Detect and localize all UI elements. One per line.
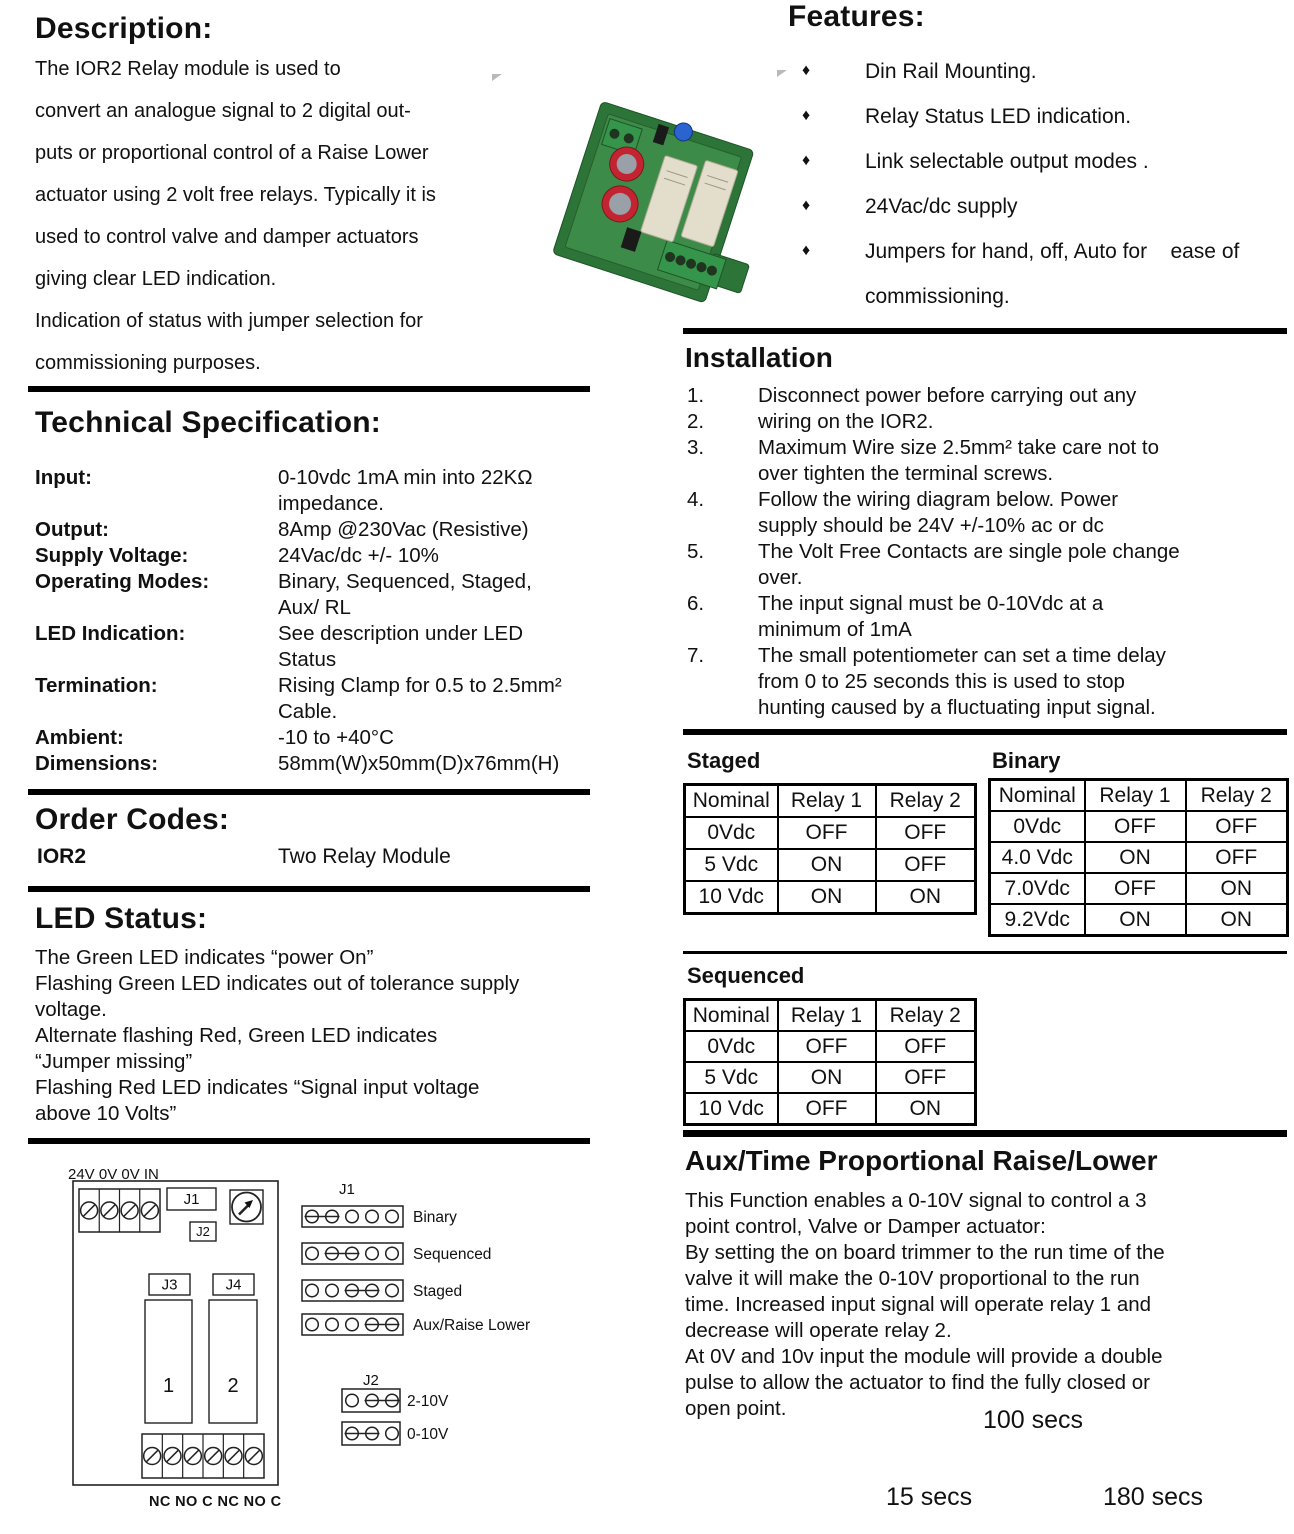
installation-text: Disconnect power before carrying out any (758, 384, 1137, 407)
feature-item (796, 285, 1266, 330)
installation-text: wiring on the IOR2. (758, 410, 934, 433)
bullet-diamond-icon: ♦ (802, 197, 811, 214)
jumper-option-label: 0-10V (407, 1426, 449, 1443)
table-cell: OFF (778, 1093, 876, 1125)
installation-text: hunting caused by a fluctuating input signal. (758, 696, 1156, 719)
diagram-top-label: 24V 0V 0V IN (68, 1166, 159, 1183)
spec-line (35, 570, 591, 596)
table-cell: ON (778, 849, 876, 881)
table-cell: 0Vdc (685, 1031, 778, 1062)
spec-value: See description under LED (278, 622, 524, 645)
feature-text: Jumpers for hand, off, Auto for ease of (865, 240, 1240, 263)
description-line: used to control valve and damper actuators (35, 226, 419, 248)
spec-line (35, 544, 591, 570)
aux-section-paragraph (685, 1189, 1285, 1423)
jumper-option-label: Binary (413, 1209, 457, 1226)
table-cell: OFF (1186, 811, 1288, 842)
timer-label-15s: 15 secs (886, 1483, 973, 1511)
aux-section-line: valve it will make the 0-10V proportional to the run (685, 1267, 1140, 1290)
table-cell: OFF (876, 849, 976, 881)
installation-line (687, 488, 1287, 514)
wiring-diagram (55, 1155, 535, 1527)
staged-table (683, 783, 977, 915)
binary-table-title: Binary (992, 748, 1061, 773)
jumper-pin-icon (306, 1247, 319, 1260)
jumper-pin-icon (366, 1247, 379, 1260)
led-status-line: Alternate flashing Red, Green LED indicates (35, 1024, 438, 1047)
j2-title: J2 (363, 1372, 379, 1389)
j1-jumper-options (302, 1206, 530, 1335)
jumper-pin-icon (326, 1284, 339, 1297)
diagram-bottom-label: NC NO C NC NO C (149, 1494, 282, 1510)
aux-section-line: By setting the on board trimmer to the run time of the (685, 1241, 1165, 1264)
table-cell: ON (876, 1093, 976, 1125)
j2-jumper-options (342, 1389, 449, 1445)
features-title: Features: (788, 0, 925, 33)
section-divider (28, 1138, 590, 1144)
led-status-line: Flashing Green LED indicates out of tolerance supply (35, 972, 520, 995)
table-row (990, 811, 1288, 842)
spec-line (35, 752, 591, 778)
feature-text: Relay Status LED indication. (865, 105, 1132, 128)
table-header-cell: Relay 1 (778, 785, 876, 818)
order-codes-title: Order Codes: (35, 803, 230, 836)
description-paragraph (35, 58, 515, 394)
binary-table (988, 778, 1289, 937)
spec-value: Binary, Sequenced, Staged, (278, 570, 532, 593)
led-status-paragraph (35, 946, 591, 1128)
table-cell: ON (1186, 904, 1288, 936)
led-status-line: above 10 Volts” (35, 1102, 177, 1125)
description-line: giving clear LED indication. (35, 268, 277, 290)
table-cell: 9.2Vdc (990, 904, 1085, 936)
relay-2-outline (209, 1300, 257, 1423)
spec-line (35, 596, 591, 622)
table-cell: ON (876, 881, 976, 914)
jumper-option-label: 2-10V (407, 1393, 449, 1410)
spec-line (35, 622, 591, 648)
scan-artifact (492, 74, 502, 81)
technical-specification-list (35, 466, 591, 778)
installation-line (687, 644, 1287, 670)
section-divider (28, 386, 590, 392)
sequenced-table (683, 998, 977, 1126)
spec-label: LED Indication: (35, 622, 186, 645)
feature-text: Din Rail Mounting. (865, 60, 1037, 83)
description-title: Description: (35, 12, 213, 45)
table-cell: ON (778, 881, 876, 914)
feature-item (796, 240, 1266, 285)
spec-value: Rising Clamp for 0.5 to 2.5mm² (278, 674, 562, 697)
bullet-diamond-icon: ♦ (802, 62, 811, 79)
scan-artifact (777, 70, 787, 77)
order-code: IOR2 (37, 845, 87, 868)
table-cell: OFF (778, 1031, 876, 1062)
table-cell: OFF (1186, 842, 1288, 873)
table-cell: 5 Vdc (685, 849, 778, 881)
spec-label: Operating Modes: (35, 570, 210, 593)
description-line: actuator using 2 volt free relays. Typically it is (35, 184, 436, 206)
order-code-name: Two Relay Module (278, 845, 451, 868)
installation-text: over. (758, 566, 803, 589)
timer-label-100s: 100 secs (983, 1406, 1084, 1434)
spec-value: 8Amp @230Vac (Resistive) (278, 518, 529, 541)
spec-label: Termination: (35, 674, 158, 697)
aux-section-line: point control, Valve or Damper actuator: (685, 1215, 1046, 1238)
aux-section-line: This Function enables a 0-10V signal to control a 3 (685, 1189, 1147, 1212)
table-row (685, 1062, 976, 1093)
staged-table (683, 783, 977, 915)
installation-line (687, 592, 1287, 618)
table-header-cell: Relay 2 (876, 785, 976, 818)
spec-label: Input: (35, 466, 92, 489)
installation-text: The Volt Free Contacts are single pole change (758, 540, 1180, 563)
spec-label: Supply Voltage: (35, 544, 189, 567)
installation-text: minimum of 1mA (758, 618, 912, 641)
installation-text: over tighten the terminal screws. (758, 462, 1054, 485)
spec-label: Ambient: (35, 726, 124, 749)
aux-section-line: decrease will operate relay 2. (685, 1319, 952, 1342)
timer-label-180s: 180 secs (1103, 1483, 1204, 1511)
table-row (685, 1031, 976, 1062)
aux-section-line: time. Increased input signal will operate relay 1 and (685, 1293, 1152, 1316)
installation-number: 6. (687, 592, 705, 615)
installation-title: Installation (685, 342, 833, 373)
installation-line (687, 618, 1287, 644)
table-cell: 0Vdc (685, 817, 778, 849)
feature-item (796, 195, 1266, 240)
jumper-pin-icon (346, 1394, 359, 1407)
svg-text:J4: J4 (225, 1276, 242, 1294)
section-divider (683, 328, 1287, 334)
description-line: The IOR2 Relay module is used to (35, 58, 341, 80)
spec-line (35, 466, 591, 492)
table-cell: OFF (876, 1031, 976, 1062)
staged-table-title: Staged (687, 748, 761, 773)
installation-text: The small potentiometer can set a time delay (758, 644, 1166, 667)
jumper-pin-icon (386, 1210, 399, 1223)
description-line: commissioning purposes. (35, 352, 261, 374)
table-cell: ON (1085, 842, 1186, 873)
spec-value: Cable. (278, 700, 338, 723)
feature-text: commissioning. (865, 285, 1010, 308)
installation-line (687, 670, 1287, 696)
spec-label: Dimensions: (35, 752, 159, 775)
jumper-pin-icon (386, 1247, 399, 1260)
features-list (796, 60, 1266, 330)
installation-text: Follow the wiring diagram below. Power (758, 488, 1119, 511)
spec-value: 0-10vdc 1mA min into 22KΩ (278, 466, 533, 489)
relay-1-outline (145, 1300, 192, 1423)
jumper-option-label: Aux/Raise Lower (413, 1317, 531, 1334)
jumper-pin-icon (346, 1318, 359, 1331)
led-status-line: Flashing Red LED indicates “Signal input voltage (35, 1076, 480, 1099)
svg-text:J3: J3 (161, 1276, 178, 1294)
spec-line (35, 674, 591, 700)
svg-text:2: 2 (227, 1375, 239, 1397)
feature-item (796, 60, 1266, 105)
description-line: Indication of status with jumper selection for (35, 310, 423, 332)
spec-line (35, 648, 591, 674)
table-row (990, 904, 1288, 936)
description-line: puts or proportional control of a Raise Lower (35, 142, 429, 164)
spec-line (35, 726, 591, 752)
feature-item (796, 105, 1266, 150)
spec-line (35, 492, 591, 518)
feature-item (796, 150, 1266, 195)
spec-label: Output: (35, 518, 109, 541)
aux-section-line: pulse to allow the actuator to find the fully closed or (685, 1371, 1150, 1394)
table-header-cell: Relay 1 (1085, 780, 1186, 812)
installation-text: supply should be 24V +/-10% ac or dc (758, 514, 1104, 537)
installation-text: Maximum Wire size 2.5mm² take care not to (758, 436, 1159, 459)
svg-text:J2: J2 (196, 1224, 210, 1239)
table-row (990, 873, 1288, 904)
feature-text: 24Vac/dc supply (865, 195, 1018, 218)
sequenced-table (683, 998, 977, 1126)
installation-line (687, 696, 1287, 722)
top-terminal-block (79, 1189, 160, 1232)
table-row (685, 849, 976, 881)
svg-text:J1: J1 (183, 1191, 200, 1208)
installation-line (687, 384, 1287, 410)
spec-value: impedance. (278, 492, 384, 515)
installation-list (687, 384, 1287, 722)
table-cell: 10 Vdc (685, 1093, 778, 1125)
installation-number: 3. (687, 436, 705, 459)
jumper-pin-icon (386, 1284, 399, 1297)
table-header-cell: Relay 1 (778, 1000, 876, 1032)
spec-value: 24Vac/dc +/- 10% (278, 544, 439, 567)
j1-title: J1 (339, 1181, 355, 1198)
spec-value: Status (278, 648, 337, 671)
spec-value: 58mm(W)x50mm(D)x76mm(H) (278, 752, 560, 775)
table-cell: ON (778, 1062, 876, 1093)
installation-line (687, 540, 1287, 566)
spec-line (35, 700, 591, 726)
jumper-pin-icon (306, 1284, 319, 1297)
table-cell: OFF (876, 817, 976, 849)
table-row (990, 842, 1288, 873)
table-row (685, 1093, 976, 1125)
led-status-line: voltage. (35, 998, 107, 1021)
jumper-option-label: Staged (413, 1283, 463, 1300)
led-status-line: The Green LED indicates “power On” (35, 946, 374, 969)
installation-line (687, 462, 1287, 488)
module-outline (73, 1181, 278, 1485)
feature-text: Link selectable output modes . (865, 150, 1149, 173)
bullet-diamond-icon: ♦ (802, 107, 811, 124)
table-row (685, 817, 976, 849)
spec-line (35, 518, 591, 544)
table-header-cell: Relay 2 (876, 1000, 976, 1032)
jumper-pin-icon (386, 1427, 399, 1440)
table-header-cell: Nominal (990, 780, 1085, 812)
jumper-pin-icon (346, 1210, 359, 1223)
installation-number: 1. (687, 384, 705, 407)
installation-number: 2. (687, 410, 705, 433)
table-cell: 10 Vdc (685, 881, 778, 914)
table-cell: 4.0 Vdc (990, 842, 1085, 873)
spec-value: Aux/ RL (278, 596, 351, 619)
aux-section-title: Aux/Time Proportional Raise/Lower (685, 1145, 1158, 1176)
jumper-pin-icon (366, 1210, 379, 1223)
technical-specification-title: Technical Specification: (35, 406, 381, 439)
table-cell: 7.0Vdc (990, 873, 1085, 904)
jumper-pin-icon (306, 1318, 319, 1331)
led-status-line: “Jumper missing” (35, 1050, 193, 1073)
aux-section-line: At 0V and 10v input the module will provide a double (685, 1345, 1163, 1368)
installation-text: from 0 to 25 seconds this is used to stop (758, 670, 1125, 693)
installation-number: 4. (687, 488, 705, 511)
description-line: convert an analogue signal to 2 digital out- (35, 100, 411, 122)
table-header-cell: Nominal (685, 1000, 778, 1032)
table-row (685, 881, 976, 914)
installation-number: 7. (687, 644, 705, 667)
installation-text: The input signal must be 0-10Vdc at a (758, 592, 1104, 615)
installation-line (687, 410, 1287, 436)
section-divider (683, 951, 1287, 954)
bottom-terminal-block (142, 1434, 264, 1478)
installation-line (687, 436, 1287, 462)
section-divider (683, 729, 1287, 735)
section-divider (28, 886, 590, 892)
table-cell: OFF (1085, 873, 1186, 904)
section-divider (683, 1130, 1287, 1137)
jumper-option-label: Sequenced (413, 1246, 492, 1263)
table-cell: 0Vdc (990, 811, 1085, 842)
spec-value: -10 to +40°C (278, 726, 394, 749)
table-cell: OFF (876, 1062, 976, 1093)
section-divider (28, 789, 590, 795)
table-cell: ON (1186, 873, 1288, 904)
table-header-cell: Relay 2 (1186, 780, 1288, 812)
product-photo (540, 85, 775, 310)
installation-number: 5. (687, 540, 705, 563)
bullet-diamond-icon: ♦ (802, 242, 811, 259)
bullet-diamond-icon: ♦ (802, 152, 811, 169)
binary-table (988, 778, 1289, 937)
table-cell: ON (1085, 904, 1186, 936)
aux-section-line: open point. (685, 1397, 787, 1420)
table-cell: 5 Vdc (685, 1062, 778, 1093)
jumper-pin-icon (326, 1318, 339, 1331)
sequenced-table-title: Sequenced (687, 963, 805, 988)
svg-text:1: 1 (162, 1375, 175, 1397)
table-cell: OFF (778, 817, 876, 849)
table-header-cell: Nominal (685, 785, 778, 818)
led-status-title: LED Status: (35, 902, 208, 935)
table-cell: OFF (1085, 811, 1186, 842)
installation-line (687, 514, 1287, 540)
installation-line (687, 566, 1287, 592)
